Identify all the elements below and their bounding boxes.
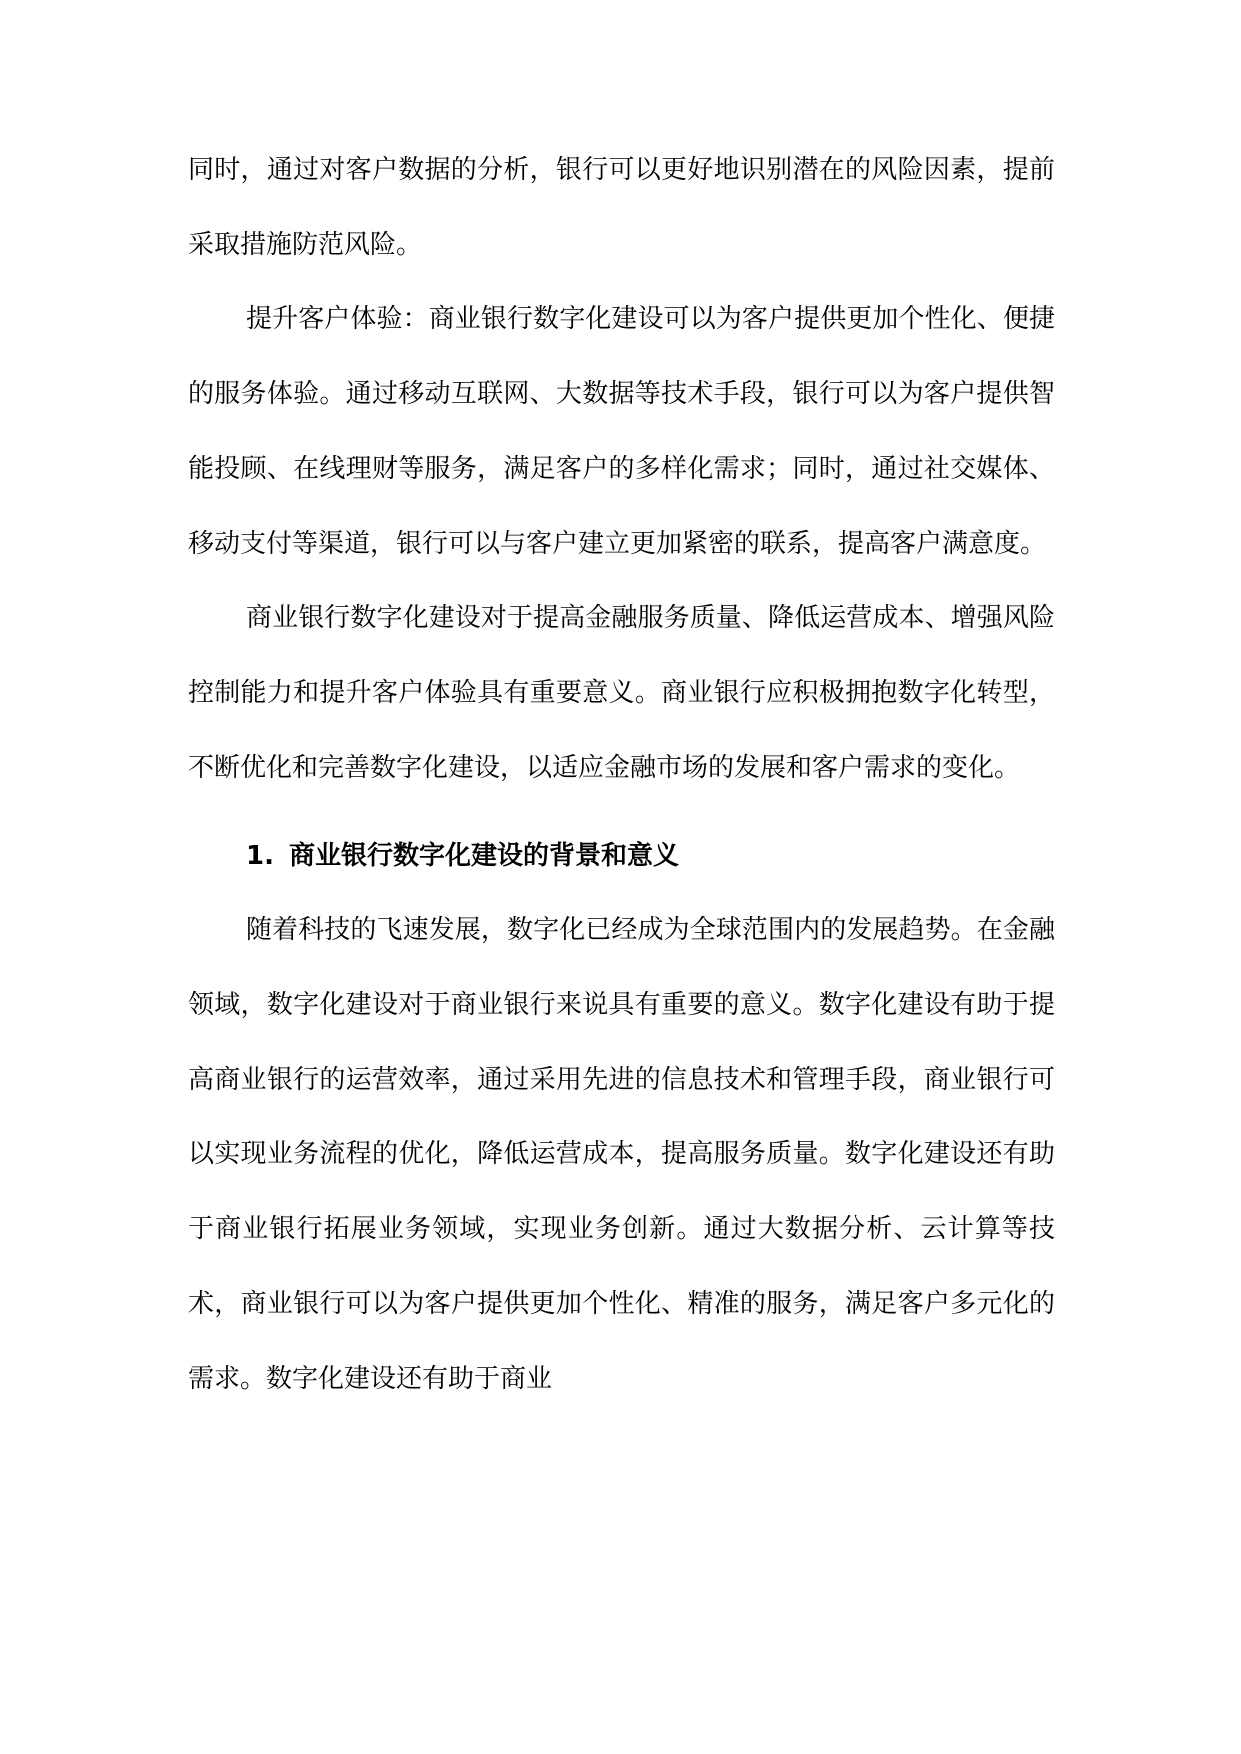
- paragraph-customer-experience: 提升客户体验：商业银行数字化建设可以为客户提供更加个性化、便捷的服务体验。通过移动互联网、大数据等技术手段，银行可以为客户提供智能投顾、在线理财等服务，满足客户的多样化需求；同时，通过社交媒体、移动支付等渠道，银行可以与客户建立更加紧密的联系，提高客户满意度。: [188, 304, 1055, 559]
- paragraph-summary: 商业银行数字化建设对于提高金融服务质量、降低运营成本、增强风险控制能力和提升客户体验具有重要意义。商业银行应积极拥抱数字化转型，不断优化和完善数字化建设，以适应金融市场的发展和客户需求的变化。: [188, 603, 1055, 783]
- section-heading-title: 商业银行数字化建设的背景和意义: [289, 841, 680, 872]
- section-heading: [246, 819, 1055, 893]
- document-body: [188, 133, 1055, 1416]
- paragraph-background-significance: 随着科技的飞速发展，数字化已经成为全球范围内的发展趋势。在金融领域，数字化建设对于商业银行来说具有重要的意义。数字化建设有助于提高商业银行的运营效率，通过采用先进的信息技术和管理手段，商业银行可以实现业务流程的优化，降低运营成本，提高服务质量。数字化建设还有助于商业银行拓展业务领域，实现业务创新。通过大数据分析、云计算等技术，商业银行可以为客户提供更加个性化、精准的服务，满足客户多元化的需求。数字化建设还有助于商业: [188, 915, 1055, 1394]
- paragraph-risk-continuation: 同时，通过对客户数据的分析，银行可以更好地识别潜在的风险因素，提前采取措施防范风险。: [188, 155, 1055, 260]
- section-heading-number: 1.: [246, 841, 274, 872]
